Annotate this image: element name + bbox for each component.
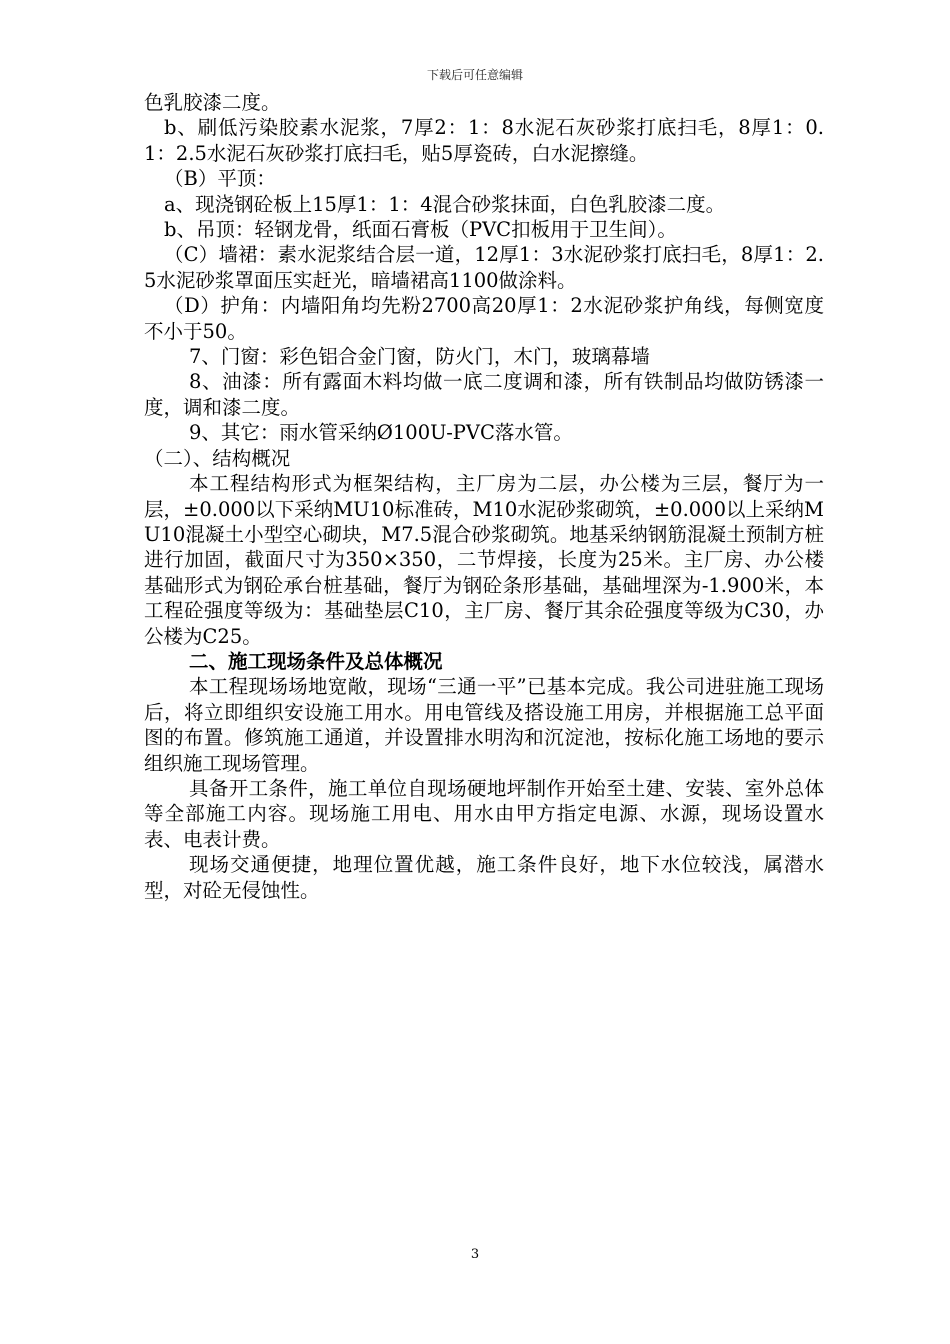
paragraph: 8、油漆：所有露面木料均做一底二度调和漆，所有铁制品均做防锈漆一度，调和漆二度。 (144, 370, 824, 419)
paragraph: （B）平顶： (164, 167, 276, 191)
paragraph: b、吊顶：轻钢龙骨，纸面石膏板（PVC扣板用于卫生间）。 (164, 218, 677, 242)
page-number: 3 (470, 1247, 480, 1262)
section-heading-bold: 二、施工现场条件及总体概况 (189, 649, 443, 673)
paragraph: 色乳胶漆二度。 (144, 91, 281, 114)
paragraph: （C）墙裙：素水泥浆结合层一道，12厚1：3水泥砂浆打底扫毛，8厚1：2.5水泥砂浆罩面压实赶光，暗墙裙高1100做涂料。 (144, 243, 824, 292)
paragraph: 现场交通便捷，地理位置优越，施工条件良好，地下水位较浅，属潜水型，对砼无侵蚀性。 (144, 853, 824, 902)
paragraph: 具备开工条件，施工单位自现场硬地坪制作开始至土建、安装、室外总体等全部施工内容。现场施工用电、用水由甲方指定电源、水源，现场设置水表、电表计费。 (144, 776, 824, 851)
paragraph: （D）护角：内墙阳角均先粉2700高20厚1：2水泥砂浆护角线，每侧宽度不小于50。 (144, 294, 824, 343)
paragraph: 本工程现场场地宽敞，现场“三通一平”已基本完成。我公司进驻施工现场后，将立即组织安设施工用水。用电管线及搭设施工用房，并根据施工总平面图的布置。修筑施工通道，并设置排水明沟和沉淀池，按标化施工场地的要示组织施工现场管理。 (144, 675, 824, 775)
section-heading: （二）、结构概况 (144, 446, 291, 470)
page-header: 下载后可任意编辑 (426, 68, 523, 82)
paragraph: 7、门窗：彩色铝合金门窗，防火门，木门，玻璃幕墙 (189, 345, 650, 369)
paragraph: 9、其它：雨水管采纳Ø100U-PVC落水管。 (189, 421, 573, 445)
paragraph: b、刷低污染胶素水泥浆，7厚2：1：8水泥石灰砂浆打底扫毛，8厚1：0.1：2.5水泥石灰砂浆打底扫毛，贴5厚瓷砖，白水泥擦缝。 (144, 116, 824, 165)
document-body (144, 90, 824, 903)
paragraph: 本工程结构形式为框架结构，主厂房为二层，办公楼为三层，餐厅为一层，±0.000以下采纳MU10标准砖，M10水泥砂浆砌筑，±0.000以上采纳MU10混凝土小型空心砌块，M7.5混合砂浆砌筑。地基采纳钢筋混凝土预制方桩进行加固，截面尺寸为350×350，二节焊接，长度为25米。主厂房、办公楼基础形式为钢砼承台桩基础，餐厅为钢砼条形基础，基础埋深为-1.900米，本工程砼强度等级为：基础垫层C10，主厂房、餐厅其余砼强度等级为C30，办公楼为C25。 (144, 472, 824, 648)
paragraph: a、现浇钢砼板上15厚1：1：4混合砂浆抹面，白色乳胶漆二度。 (164, 192, 726, 216)
